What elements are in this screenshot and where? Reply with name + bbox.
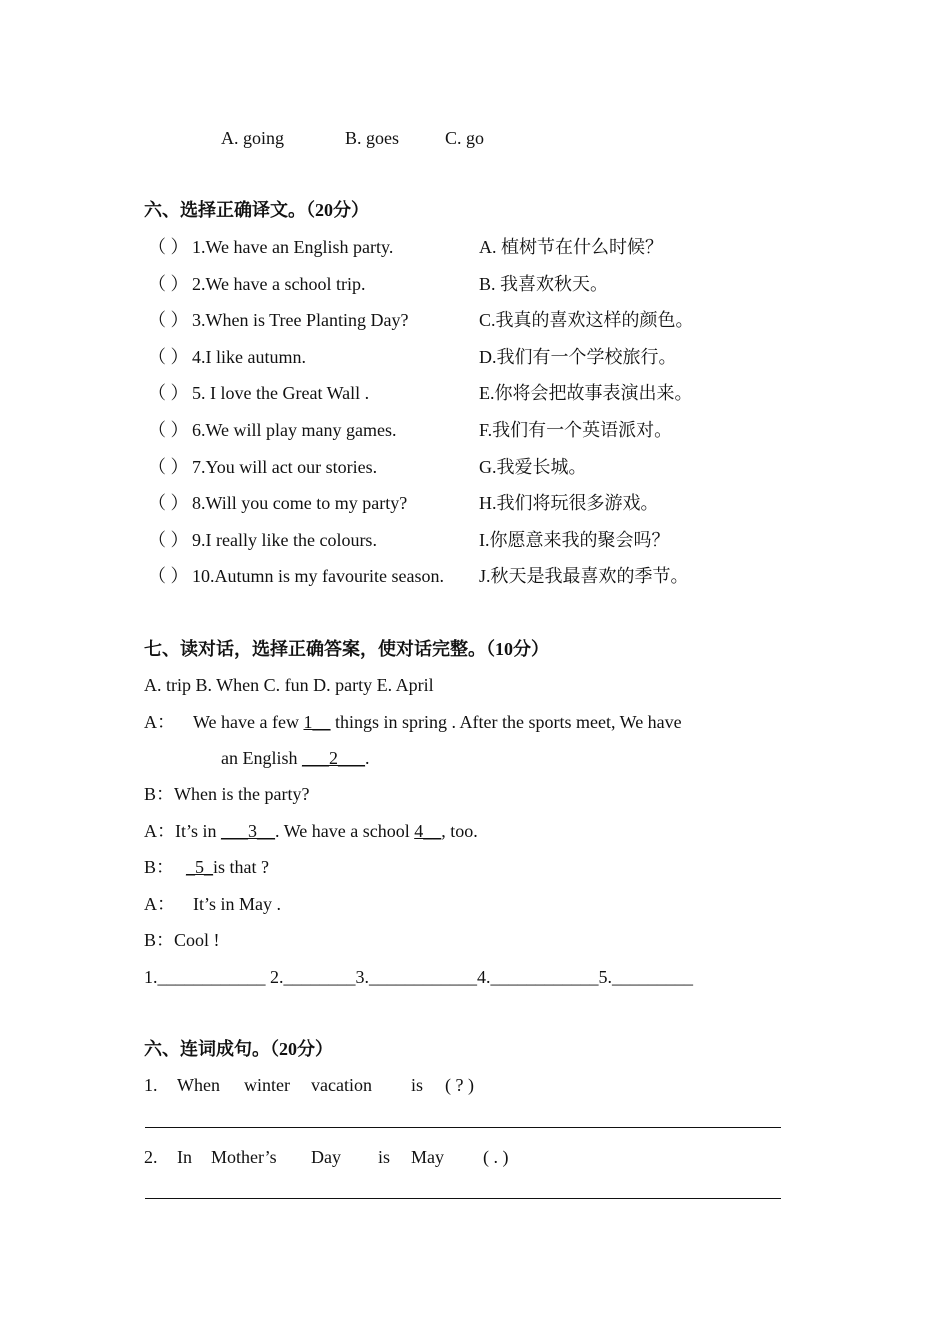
speaker-b: B：	[144, 857, 175, 877]
english-sentence: 4.I like autumn.	[192, 347, 306, 367]
chinese-translation: G.我爱长城。	[479, 457, 587, 477]
section6-title-end: 分）	[333, 200, 369, 220]
section6-points: 20	[315, 200, 333, 220]
chinese-translation: D.我们有一个学校旅行。	[479, 347, 677, 367]
english-sentence: 1.We have an English party.	[192, 237, 394, 257]
answer-bracket[interactable]: （ ）	[148, 274, 189, 294]
answer-bracket[interactable]: （ ）	[148, 566, 189, 586]
dialogue-text: .	[365, 748, 370, 768]
word: ( . )	[483, 1147, 509, 1167]
blank-5: _5_	[186, 857, 214, 877]
dialogue-text: , too.	[441, 821, 478, 841]
section8-title-text: 六、连词成句。（	[144, 1039, 279, 1059]
option-a: A. going	[221, 128, 284, 148]
section7-title-text: 七、读对话，选择正确答案，使对话完整。（	[144, 639, 495, 659]
answer-bracket[interactable]: （ ）	[148, 457, 189, 477]
dialogue-line-5	[144, 855, 269, 879]
dialogue-line-4	[144, 819, 478, 843]
speaker-a: A：	[144, 712, 175, 732]
blank-1: 1__	[303, 712, 331, 732]
word: Mother’s	[211, 1147, 277, 1167]
answer-bracket[interactable]: （ ）	[148, 383, 189, 403]
blank-3: ___3__	[221, 821, 276, 841]
word: is	[378, 1147, 391, 1167]
section8-title-end: 分）	[297, 1039, 333, 1059]
dialogue-line-2	[221, 746, 370, 770]
word: In	[177, 1147, 192, 1167]
dialogue-text: is that ?	[213, 857, 270, 877]
dialogue-line-1	[144, 710, 682, 734]
answer-line-1[interactable]	[145, 1127, 781, 1128]
dialogue-text: things in spring . After the sports meet, We have	[330, 712, 682, 732]
word: May	[411, 1147, 444, 1167]
section8-points: 20	[279, 1039, 297, 1059]
dialogue-line-3: B：When is the party?	[144, 784, 310, 804]
dialogue-text: It’s in May .	[193, 894, 281, 914]
answer-bracket[interactable]: （ ）	[148, 420, 189, 440]
dialogue-text: an English	[221, 748, 302, 768]
dialogue-line-7: B：Cool !	[144, 930, 220, 950]
question-number: 1.	[144, 1075, 158, 1095]
chinese-translation: C.我真的喜欢这样的颜色。	[479, 310, 694, 330]
section7-title-end: 分）	[513, 639, 549, 659]
word: is	[411, 1075, 424, 1095]
chinese-translation: B. 我喜欢秋天。	[479, 274, 609, 294]
answer-bracket[interactable]: （ ）	[148, 347, 189, 367]
chinese-translation: F.我们有一个英语派对。	[479, 420, 673, 440]
question-number: 2.	[144, 1147, 158, 1167]
option-c: C. go	[445, 128, 485, 148]
answer-bracket[interactable]: （ ）	[148, 310, 189, 330]
english-sentence: 2.We have a school trip.	[192, 274, 366, 294]
dialogue-text: A：It’s in	[144, 821, 222, 841]
answer-line-2[interactable]	[145, 1198, 781, 1199]
answer-bracket[interactable]: （ ）	[148, 530, 189, 550]
dialogue-text: We have a few	[193, 712, 304, 732]
answer-bracket[interactable]: （ ）	[148, 237, 189, 257]
answer-blanks[interactable]: 1.____________ 2.________3.____________4.____________5._________	[144, 967, 693, 987]
english-sentence: 3.When is Tree Planting Day?	[192, 310, 409, 330]
word: vacation	[311, 1075, 372, 1095]
chinese-translation: I.你愿意来我的聚会吗？	[479, 530, 670, 550]
blank-2: ___2___	[302, 748, 365, 768]
english-sentence: 5. I love the Great Wall .	[192, 383, 370, 403]
option-b: B. goes	[345, 128, 399, 148]
chinese-translation: H.我们将玩很多游戏。	[479, 493, 659, 513]
english-sentence: 7.You will act our stories.	[192, 457, 378, 477]
section6-title-text: 六、选择正确译文。（	[144, 200, 315, 220]
chinese-translation: A. 植树节在什么时候？	[479, 237, 663, 257]
dialogue-text: . We have a school	[275, 821, 415, 841]
section7-title	[144, 637, 549, 661]
section6-title	[144, 198, 369, 222]
chinese-translation: E.你将会把故事表演出来。	[479, 383, 693, 403]
english-sentence: 8.Will you come to my party?	[192, 493, 408, 513]
blank-4: 4__	[414, 821, 442, 841]
section7-points: 10	[495, 639, 513, 659]
english-sentence: 9.I really like the colours.	[192, 530, 377, 550]
word: winter	[244, 1075, 290, 1095]
section7-choices: A. trip B. When C. fun D. party E. April	[144, 675, 434, 695]
word: When	[177, 1075, 220, 1095]
dialogue-line-6	[144, 892, 281, 916]
section8-title	[144, 1037, 333, 1061]
english-sentence: 10.Autumn is my favourite season.	[192, 566, 444, 586]
speaker-a: A：	[144, 894, 175, 914]
word: ( ? )	[445, 1075, 474, 1095]
answer-bracket[interactable]: （ ）	[148, 493, 189, 513]
chinese-translation: J.秋天是我最喜欢的季节。	[479, 566, 689, 586]
word: Day	[311, 1147, 341, 1167]
english-sentence: 6.We will play many games.	[192, 420, 397, 440]
